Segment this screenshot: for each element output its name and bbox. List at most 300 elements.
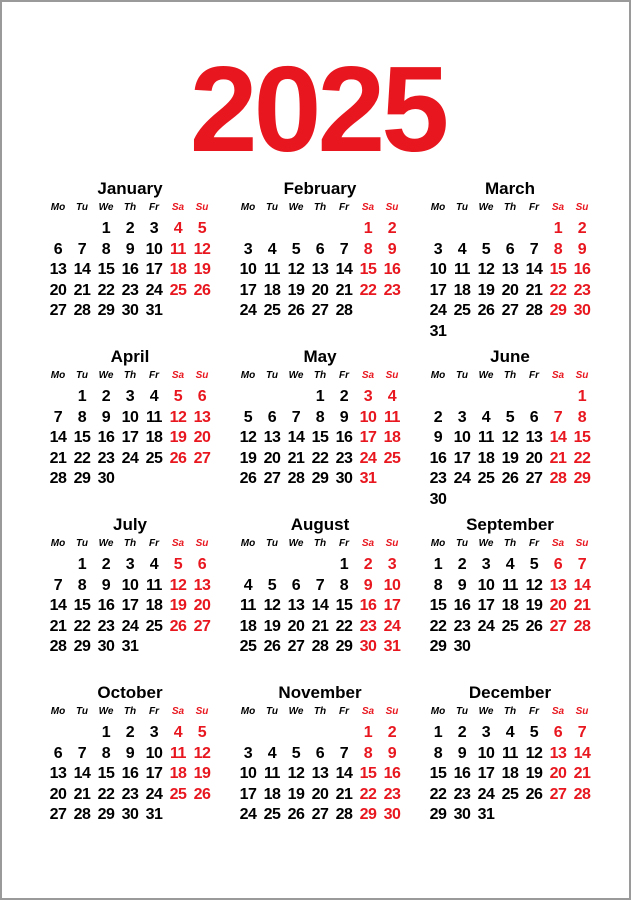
week-row xyxy=(46,240,214,261)
day-cell: 2 xyxy=(125,220,135,237)
day-cell: 29 xyxy=(549,302,567,319)
day-cell xyxy=(546,637,570,658)
day-cell: 15 xyxy=(573,429,591,446)
week-row xyxy=(46,785,214,806)
day-cell: 1 xyxy=(363,220,373,237)
day-cell xyxy=(546,490,570,511)
day-cell: 23 xyxy=(335,449,353,467)
week-row xyxy=(236,260,404,281)
day-cell: 13 xyxy=(311,765,329,782)
day-cell: 30 xyxy=(335,470,353,487)
day-cell: 20 xyxy=(287,617,305,635)
day-cell xyxy=(474,637,498,658)
day-cell: 3 xyxy=(433,240,443,258)
weekday-label: We xyxy=(478,706,494,717)
day-cell: 26 xyxy=(525,785,543,803)
day-cell: 21 xyxy=(335,281,353,299)
day-cell xyxy=(570,322,594,343)
day-cell: 11 xyxy=(240,597,256,614)
day-cell xyxy=(236,555,260,576)
weekday-label: Su xyxy=(575,202,589,213)
day-cell: 27 xyxy=(525,470,543,487)
day-cell: 19 xyxy=(525,765,543,782)
month-title: January xyxy=(97,179,163,198)
weekday-label: Tu xyxy=(265,538,279,549)
day-cell: 11 xyxy=(170,744,186,762)
weekday-label: Tu xyxy=(75,202,89,213)
weekday-label: Su xyxy=(385,538,399,549)
weekday-label: Sa xyxy=(361,202,375,213)
month-june xyxy=(426,347,594,515)
day-cell xyxy=(260,555,284,576)
weekday-label: Sa xyxy=(551,370,565,381)
week-row xyxy=(46,555,214,576)
day-cell xyxy=(332,219,356,240)
week-row xyxy=(426,408,594,429)
day-cell: 30 xyxy=(383,806,401,823)
day-cell: 9 xyxy=(125,744,135,762)
day-cell: 9 xyxy=(125,240,135,258)
day-cell: 6 xyxy=(53,240,63,258)
day-cell: 31 xyxy=(383,638,401,655)
week-row xyxy=(236,596,404,617)
day-cell: 14 xyxy=(287,429,305,446)
day-cell: 12 xyxy=(239,429,257,446)
day-cell: 25 xyxy=(477,470,495,487)
month-title: July xyxy=(112,515,148,534)
day-cell: 4 xyxy=(149,388,159,405)
month-march xyxy=(426,179,594,347)
day-cell: 24 xyxy=(145,785,163,803)
day-cell xyxy=(380,301,404,322)
weekday-label: We xyxy=(288,202,304,213)
day-cell: 10 xyxy=(239,765,257,782)
day-cell: 27 xyxy=(49,806,67,823)
day-cell: 15 xyxy=(311,429,329,446)
day-cell: 15 xyxy=(97,765,115,782)
day-cell: 7 xyxy=(577,556,587,573)
week-row xyxy=(236,805,404,826)
day-cell: 23 xyxy=(121,281,139,299)
day-cell: 14 xyxy=(49,429,67,446)
day-cell: 1 xyxy=(553,220,563,237)
weekday-label: Tu xyxy=(455,538,469,549)
day-cell: 10 xyxy=(121,408,139,426)
day-cell: 17 xyxy=(145,261,163,278)
day-cell: 27 xyxy=(549,617,567,635)
day-cell: 24 xyxy=(239,806,257,823)
day-cell: 21 xyxy=(573,765,591,782)
day-cell: 20 xyxy=(193,429,211,446)
weekday-label: Th xyxy=(313,370,327,381)
day-cell: 11 xyxy=(502,744,518,762)
weekday-label: Mo xyxy=(240,370,256,381)
day-cell: 31 xyxy=(477,806,495,823)
day-cell: 24 xyxy=(121,449,139,467)
weekday-label: Tu xyxy=(75,370,89,381)
week-row xyxy=(236,428,404,449)
weekday-label: Th xyxy=(123,202,137,213)
day-cell xyxy=(356,301,380,322)
day-cell: 14 xyxy=(73,261,91,278)
day-cell: 15 xyxy=(73,429,91,446)
day-cell: 2 xyxy=(387,724,397,741)
day-cell: 10 xyxy=(429,261,447,278)
day-cell xyxy=(166,469,190,490)
week-row xyxy=(236,785,404,806)
day-cell: 29 xyxy=(73,638,91,655)
day-cell: 26 xyxy=(239,470,257,487)
day-cell: 28 xyxy=(335,302,353,319)
weekday-label: We xyxy=(288,538,304,549)
day-cell: 7 xyxy=(77,744,87,762)
day-cell: 3 xyxy=(125,556,135,573)
day-cell: 6 xyxy=(505,240,515,258)
day-cell: 16 xyxy=(121,765,139,782)
day-cell: 16 xyxy=(97,597,115,614)
months-grid xyxy=(46,179,594,851)
day-cell: 31 xyxy=(145,806,163,823)
week-row xyxy=(426,637,594,658)
day-cell: 1 xyxy=(433,724,443,741)
day-cell: 26 xyxy=(477,302,495,319)
day-cell: 15 xyxy=(73,597,91,614)
weekday-header xyxy=(426,537,594,555)
week-row xyxy=(426,490,594,511)
day-cell: 26 xyxy=(525,617,543,635)
day-cell: 1 xyxy=(577,388,587,405)
day-cell xyxy=(450,322,474,343)
day-cell: 2 xyxy=(387,220,397,237)
day-cell: 19 xyxy=(193,765,211,782)
week-row xyxy=(426,301,594,322)
weekday-label: Su xyxy=(575,706,589,717)
day-cell xyxy=(284,387,308,408)
week-row xyxy=(426,281,594,302)
day-cell xyxy=(498,387,522,408)
weekday-label: Mo xyxy=(50,706,66,717)
week-row xyxy=(426,723,594,744)
day-cell: 6 xyxy=(553,556,563,573)
week-row xyxy=(46,744,214,765)
day-cell: 10 xyxy=(383,576,401,594)
day-cell: 12 xyxy=(193,240,211,258)
day-cell: 28 xyxy=(573,617,591,635)
weekday-label: Fr xyxy=(529,706,539,717)
day-cell: 22 xyxy=(97,785,115,803)
month-title: June xyxy=(490,347,530,366)
month-title: April xyxy=(110,347,150,366)
day-cell: 27 xyxy=(263,470,281,487)
day-cell: 26 xyxy=(169,449,187,467)
day-cell: 23 xyxy=(121,785,139,803)
weekday-label: Sa xyxy=(171,538,185,549)
day-cell: 21 xyxy=(49,617,67,635)
day-cell: 19 xyxy=(287,281,305,299)
day-cell xyxy=(380,469,404,490)
day-cell: 27 xyxy=(549,785,567,803)
weekday-label: Mo xyxy=(240,202,256,213)
weekday-label: Mo xyxy=(430,538,446,549)
day-cell: 2 xyxy=(457,556,467,573)
weekday-header xyxy=(236,537,404,555)
day-cell: 6 xyxy=(315,744,325,762)
weekday-label: Th xyxy=(313,538,327,549)
day-cell xyxy=(166,301,190,322)
day-cell: 14 xyxy=(49,597,67,614)
day-cell: 13 xyxy=(263,429,281,446)
day-cell: 12 xyxy=(287,765,305,782)
day-cell: 9 xyxy=(339,408,349,426)
weekday-header xyxy=(46,705,214,723)
day-cell: 7 xyxy=(529,240,539,258)
day-cell: 16 xyxy=(383,765,401,782)
day-cell xyxy=(570,637,594,658)
day-cell xyxy=(118,469,142,490)
day-cell: 29 xyxy=(429,638,447,655)
day-cell: 5 xyxy=(505,408,515,426)
day-cell: 7 xyxy=(53,576,63,594)
week-row xyxy=(236,301,404,322)
day-cell xyxy=(46,555,70,576)
weekday-label: Tu xyxy=(75,706,89,717)
weekday-header xyxy=(426,705,594,723)
day-cell: 13 xyxy=(49,765,67,782)
day-cell: 11 xyxy=(478,429,494,446)
day-cell: 17 xyxy=(145,765,163,782)
day-cell: 12 xyxy=(525,744,543,762)
day-cell: 8 xyxy=(101,744,111,762)
day-cell: 25 xyxy=(239,638,257,655)
day-cell: 2 xyxy=(125,724,135,741)
day-cell: 14 xyxy=(335,765,353,782)
day-cell: 25 xyxy=(383,449,401,467)
day-cell: 27 xyxy=(501,302,519,319)
day-cell: 27 xyxy=(193,449,211,467)
weekday-label: Mo xyxy=(430,370,446,381)
week-row xyxy=(236,576,404,597)
day-cell: 23 xyxy=(429,470,447,487)
weekday-label: We xyxy=(98,538,114,549)
day-cell: 3 xyxy=(149,220,159,237)
day-cell: 5 xyxy=(267,576,277,594)
day-cell: 12 xyxy=(287,261,305,278)
day-cell: 8 xyxy=(363,240,373,258)
day-cell xyxy=(284,723,308,744)
day-cell: 23 xyxy=(97,449,115,467)
day-cell xyxy=(284,555,308,576)
weekday-label: Fr xyxy=(339,706,349,717)
day-cell xyxy=(498,637,522,658)
weekday-header xyxy=(236,201,404,219)
day-cell: 29 xyxy=(335,638,353,655)
weekday-label: Tu xyxy=(455,706,469,717)
day-cell xyxy=(236,723,260,744)
day-cell: 11 xyxy=(264,765,280,782)
month-title: March xyxy=(484,179,536,198)
weekday-label: Mo xyxy=(240,538,256,549)
week-row xyxy=(426,576,594,597)
week-row xyxy=(236,617,404,638)
day-cell: 18 xyxy=(169,765,187,782)
day-cell: 5 xyxy=(529,556,539,573)
day-cell: 25 xyxy=(263,302,281,319)
weekday-label: Sa xyxy=(361,370,375,381)
day-cell: 9 xyxy=(457,744,467,762)
weekday-label: Sa xyxy=(551,706,565,717)
day-cell: 9 xyxy=(577,240,587,258)
day-cell: 25 xyxy=(169,785,187,803)
day-cell xyxy=(570,805,594,826)
day-cell: 6 xyxy=(53,744,63,762)
day-cell xyxy=(260,723,284,744)
day-cell xyxy=(308,219,332,240)
weekday-label: Su xyxy=(195,706,209,717)
day-cell: 11 xyxy=(264,261,280,278)
day-cell: 15 xyxy=(97,261,115,278)
day-cell xyxy=(46,387,70,408)
day-cell: 13 xyxy=(49,261,67,278)
day-cell: 5 xyxy=(197,220,207,237)
day-cell: 15 xyxy=(359,261,377,278)
weekday-label: Th xyxy=(123,538,137,549)
day-cell: 30 xyxy=(121,806,139,823)
day-cell: 25 xyxy=(263,806,281,823)
weekday-label: Sa xyxy=(171,706,185,717)
day-cell xyxy=(474,219,498,240)
day-cell: 6 xyxy=(529,408,539,426)
weekday-label: Fr xyxy=(149,538,159,549)
weekday-label: Tu xyxy=(455,202,469,213)
week-row xyxy=(426,744,594,765)
day-cell: 18 xyxy=(383,429,401,446)
week-row xyxy=(46,281,214,302)
day-cell: 2 xyxy=(363,556,373,573)
day-cell: 5 xyxy=(291,744,301,762)
week-row xyxy=(46,576,214,597)
day-cell xyxy=(308,723,332,744)
day-cell: 9 xyxy=(433,429,443,446)
week-row xyxy=(426,219,594,240)
month-title: August xyxy=(290,515,350,534)
day-cell: 24 xyxy=(477,617,495,635)
day-cell: 18 xyxy=(501,765,519,782)
day-cell: 16 xyxy=(359,597,377,614)
week-row xyxy=(46,408,214,429)
day-cell xyxy=(498,322,522,343)
day-cell xyxy=(450,219,474,240)
week-row xyxy=(236,387,404,408)
day-cell: 16 xyxy=(121,261,139,278)
weekday-label: Su xyxy=(195,370,209,381)
weekday-label: We xyxy=(478,538,494,549)
weekday-label: Sa xyxy=(171,370,185,381)
day-cell xyxy=(546,805,570,826)
day-cell: 8 xyxy=(339,576,349,594)
week-row xyxy=(46,260,214,281)
day-cell: 8 xyxy=(577,408,587,426)
day-cell: 23 xyxy=(453,785,471,803)
day-cell: 7 xyxy=(315,576,325,594)
week-row xyxy=(46,805,214,826)
weekday-label: Su xyxy=(195,538,209,549)
day-cell xyxy=(426,387,450,408)
day-cell: 9 xyxy=(387,744,397,762)
day-cell: 7 xyxy=(339,744,349,762)
day-cell: 22 xyxy=(429,785,447,803)
month-april xyxy=(46,347,214,515)
day-cell: 10 xyxy=(121,576,139,594)
day-cell: 23 xyxy=(573,281,591,299)
month-november xyxy=(236,683,404,851)
day-cell: 14 xyxy=(73,765,91,782)
week-row xyxy=(236,637,404,658)
day-cell: 16 xyxy=(453,765,471,782)
day-cell: 21 xyxy=(573,597,591,614)
day-cell: 12 xyxy=(169,576,187,594)
week-row xyxy=(46,596,214,617)
day-cell: 30 xyxy=(359,638,377,655)
weekday-label: Th xyxy=(503,538,517,549)
day-cell xyxy=(474,322,498,343)
weekday-header xyxy=(426,369,594,387)
day-cell xyxy=(522,805,546,826)
day-cell: 21 xyxy=(73,785,91,803)
day-cell xyxy=(522,637,546,658)
week-row xyxy=(426,469,594,490)
day-cell: 18 xyxy=(169,261,187,278)
day-cell: 29 xyxy=(573,470,591,487)
day-cell xyxy=(142,469,166,490)
week-row xyxy=(236,723,404,744)
week-row xyxy=(426,322,594,343)
day-cell: 24 xyxy=(477,785,495,803)
day-cell: 24 xyxy=(145,281,163,299)
day-cell xyxy=(190,301,214,322)
day-cell: 23 xyxy=(383,785,401,803)
day-cell xyxy=(70,723,94,744)
weekday-label: Mo xyxy=(50,538,66,549)
day-cell: 8 xyxy=(77,576,87,594)
day-cell: 19 xyxy=(169,597,187,614)
day-cell: 9 xyxy=(457,576,467,594)
day-cell: 29 xyxy=(97,302,115,319)
day-cell xyxy=(450,490,474,511)
day-cell: 2 xyxy=(101,556,111,573)
day-cell: 1 xyxy=(433,556,443,573)
day-cell: 29 xyxy=(429,806,447,823)
month-title: December xyxy=(468,683,552,702)
day-cell: 20 xyxy=(311,785,329,803)
day-cell: 4 xyxy=(505,556,515,573)
day-cell: 12 xyxy=(169,408,187,426)
weekday-label: Su xyxy=(195,202,209,213)
weekday-label: We xyxy=(288,706,304,717)
weekday-label: Tu xyxy=(265,706,279,717)
day-cell: 13 xyxy=(501,261,519,278)
day-cell xyxy=(190,469,214,490)
weekday-label: Sa xyxy=(551,202,565,213)
day-cell: 4 xyxy=(173,724,183,741)
day-cell: 16 xyxy=(97,429,115,446)
week-row xyxy=(426,785,594,806)
day-cell: 3 xyxy=(363,388,373,405)
weekday-label: Fr xyxy=(529,538,539,549)
day-cell: 19 xyxy=(287,785,305,803)
day-cell: 4 xyxy=(267,240,277,258)
day-cell: 23 xyxy=(383,281,401,299)
weekday-label: We xyxy=(98,370,114,381)
